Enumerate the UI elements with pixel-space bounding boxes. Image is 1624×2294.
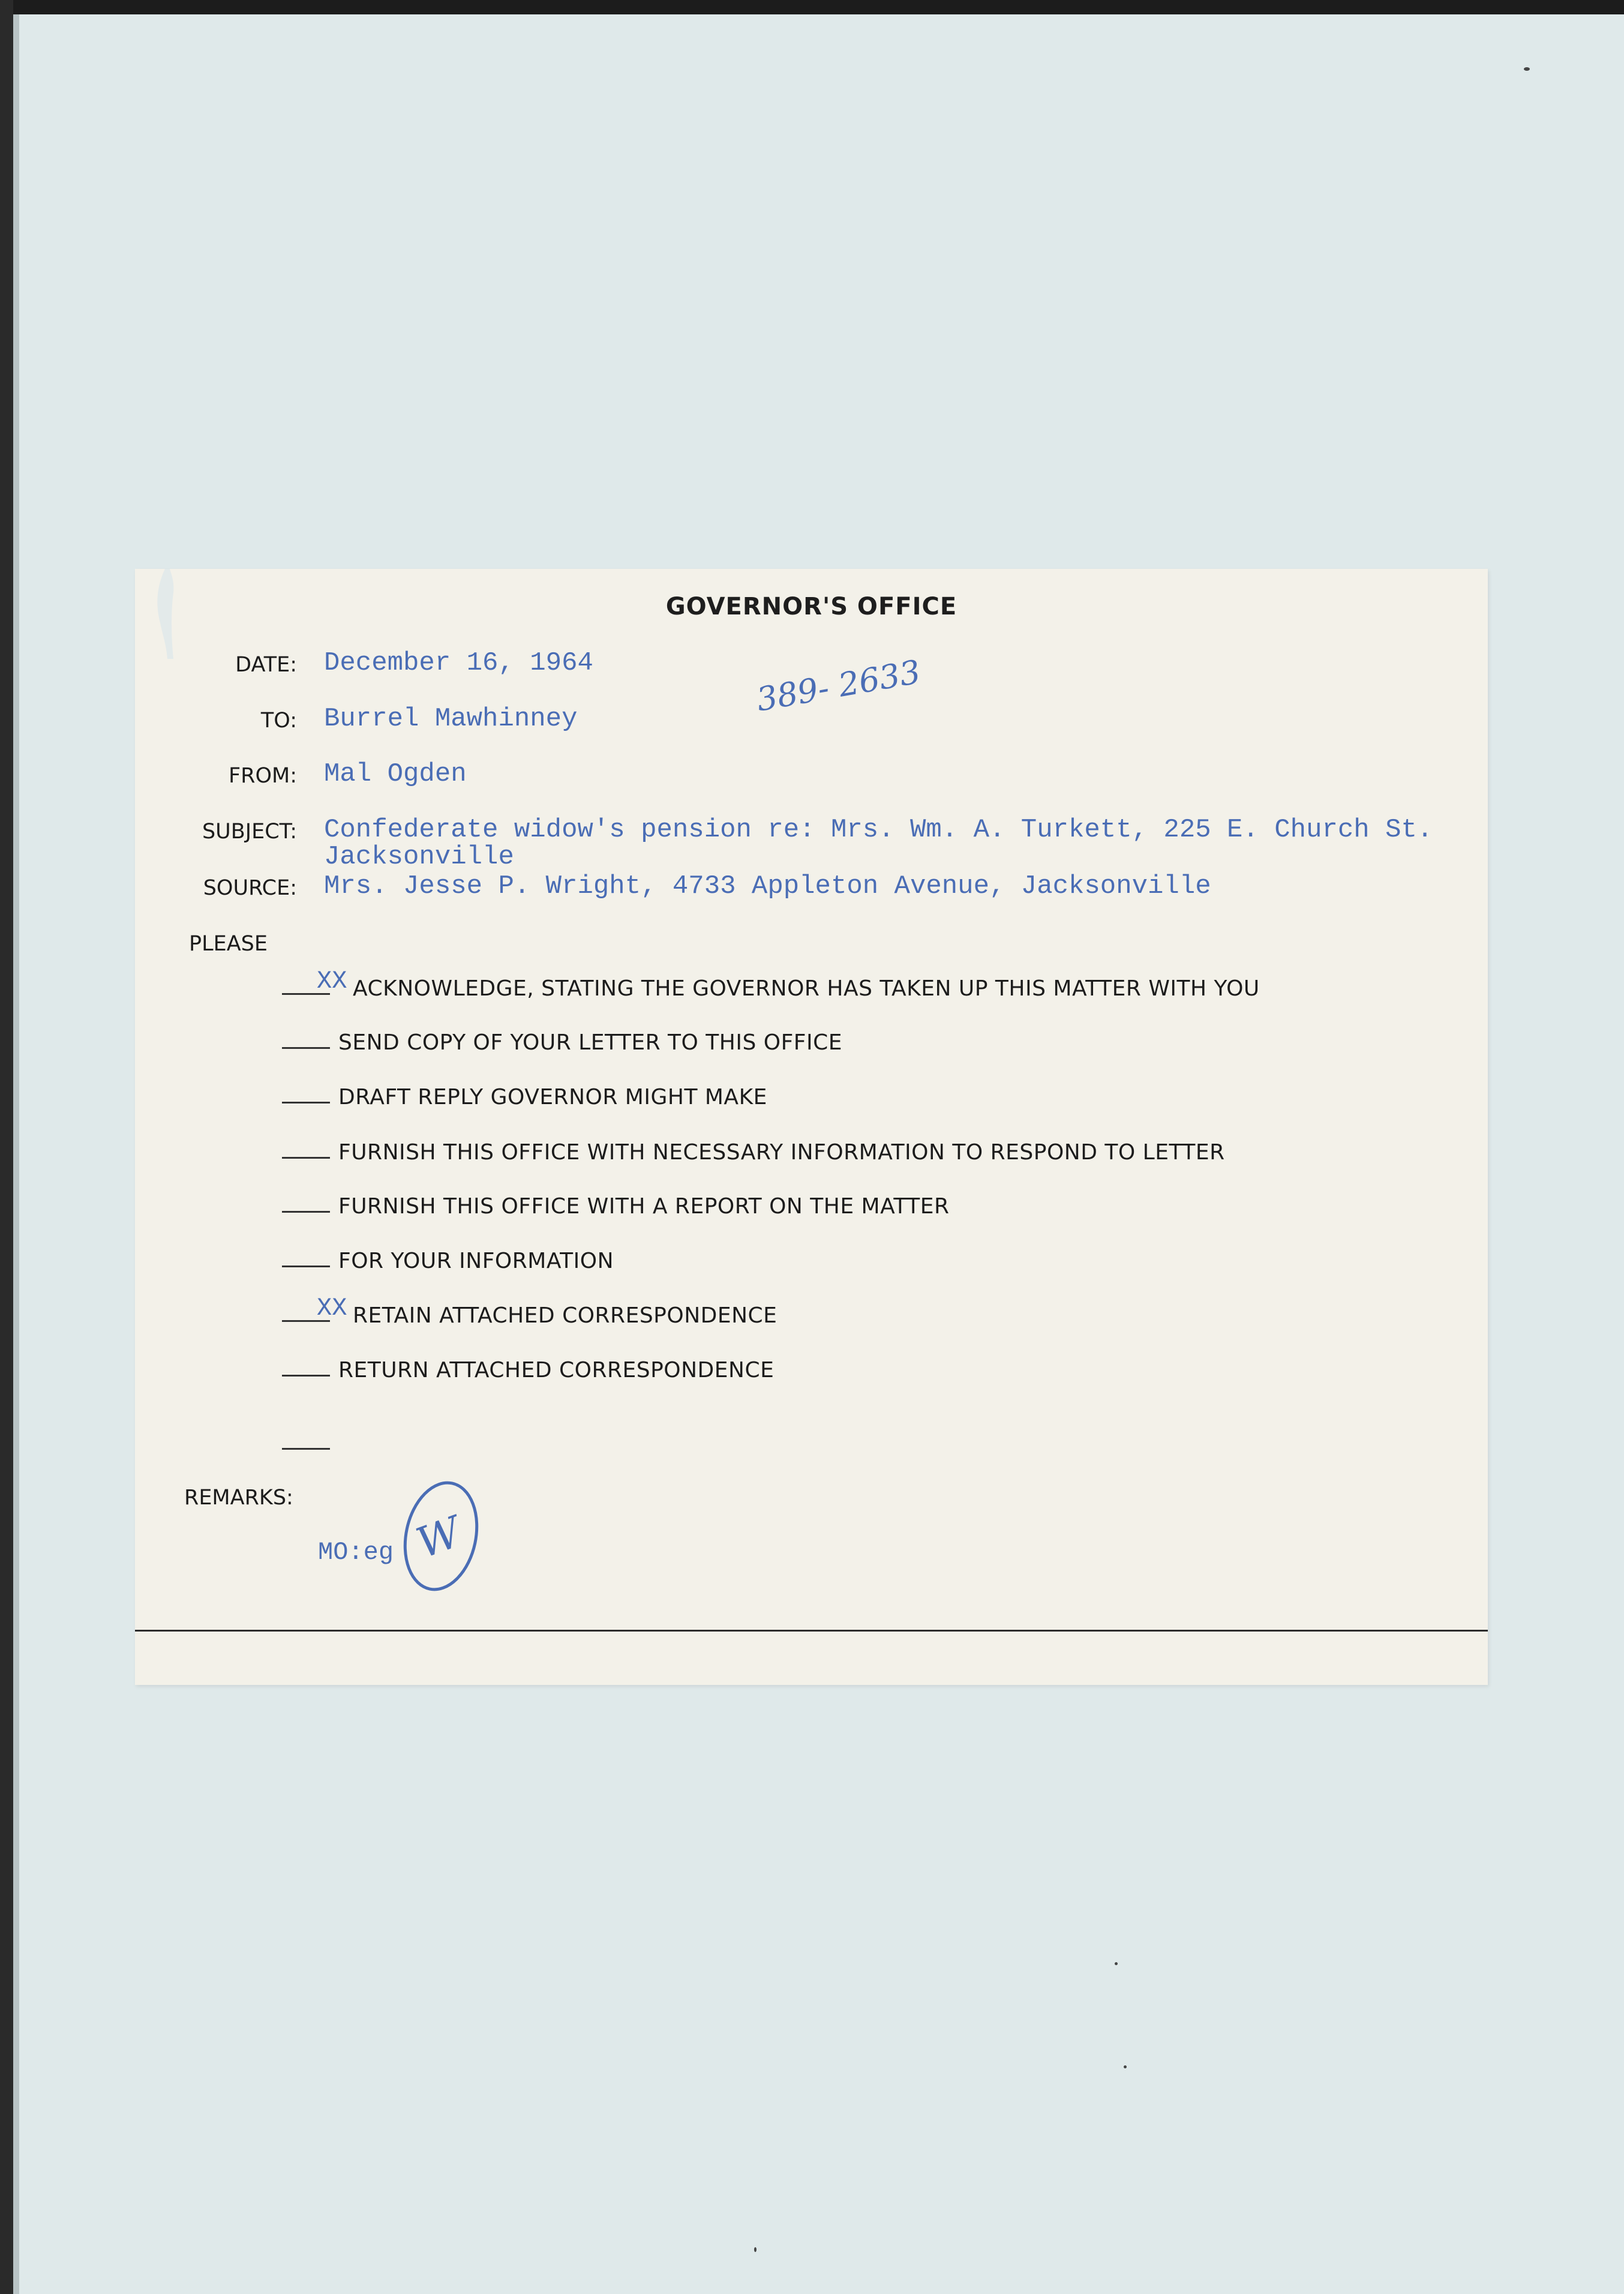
option-for-your-information bbox=[282, 1243, 614, 1273]
option-draft-reply bbox=[282, 1079, 767, 1109]
option-blank bbox=[282, 1047, 330, 1049]
subject-label: SUBJECT: bbox=[202, 820, 297, 844]
circled-initials-stamp bbox=[399, 1476, 483, 1596]
source-label: SOURCE: bbox=[203, 876, 297, 900]
memo-title: GOVERNOR'S OFFICE bbox=[665, 593, 957, 620]
scanner-top-edge bbox=[0, 0, 1624, 14]
option-text: RETAIN ATTACHED CORRESPONDENCE bbox=[353, 1303, 778, 1328]
bottom-rule bbox=[135, 1630, 1488, 1632]
stamp-initials-text: W bbox=[410, 1507, 468, 1569]
option-check-mark: XX bbox=[317, 967, 347, 995]
please-label: PLEASE bbox=[189, 932, 268, 956]
option-send-copy bbox=[282, 1025, 842, 1055]
option-text: FURNISH THIS OFFICE WITH A REPORT ON THE MATTER bbox=[338, 1194, 950, 1219]
from-label: FROM: bbox=[229, 764, 297, 788]
option-blank bbox=[282, 1102, 330, 1103]
option-furnish-report bbox=[282, 1189, 950, 1219]
option-blank bbox=[282, 1294, 347, 1323]
option-text: RETURN ATTACHED CORRESPONDENCE bbox=[338, 1358, 775, 1383]
option-acknowledge bbox=[282, 967, 1260, 1001]
to-value: Burrel Mawhinney bbox=[324, 704, 578, 734]
speck bbox=[1124, 2065, 1127, 2068]
option-text: FURNISH THIS OFFICE WITH NECESSARY INFORMATION TO RESPOND TO LETTER bbox=[338, 1140, 1225, 1165]
to-label: TO: bbox=[260, 709, 297, 733]
scanner-left-shadow bbox=[13, 14, 19, 2294]
date-label: DATE: bbox=[235, 653, 297, 677]
option-text: ACKNOWLEDGE, STATING THE GOVERNOR HAS TAKEN UP THIS MATTER WITH YOU bbox=[353, 976, 1260, 1001]
remarks-label: REMARKS: bbox=[184, 1486, 293, 1510]
speck bbox=[1115, 1962, 1118, 1965]
option-blank bbox=[282, 1211, 330, 1213]
option-check-mark: XX bbox=[317, 1294, 347, 1323]
source-value: Mrs. Jesse P. Wright, 4733 Appleton Avenue, Jacksonville bbox=[324, 871, 1211, 901]
option-blank bbox=[282, 1266, 330, 1267]
typist-initials: MO:eg bbox=[318, 1538, 394, 1567]
option-text: FOR YOUR INFORMATION bbox=[338, 1249, 614, 1273]
scanner-left-edge bbox=[0, 0, 13, 2294]
option-blank bbox=[282, 1157, 330, 1159]
option-blank bbox=[282, 1375, 330, 1377]
speck bbox=[754, 2247, 757, 2252]
option-text: DRAFT REPLY GOVERNOR MIGHT MAKE bbox=[338, 1085, 767, 1109]
handwritten-number-text: 389- 2633 bbox=[754, 652, 923, 719]
handwritten-number bbox=[753, 644, 993, 722]
option-furnish-information bbox=[282, 1135, 1225, 1165]
option-blank-empty bbox=[282, 1448, 330, 1450]
option-text: SEND COPY OF YOUR LETTER TO THIS OFFICE bbox=[338, 1030, 843, 1055]
subject-value-line1: Confederate widow's pension re: Mrs. Wm. A. Turkett, 225 E. Church St. bbox=[324, 815, 1433, 845]
subject-value-line2: Jacksonville bbox=[324, 842, 514, 872]
option-blank bbox=[282, 967, 347, 995]
date-value: December 16, 1964 bbox=[324, 648, 593, 678]
speck bbox=[1524, 67, 1530, 71]
memo-slip bbox=[135, 569, 1488, 1685]
option-retain-correspondence bbox=[282, 1294, 778, 1328]
option-return-correspondence bbox=[282, 1353, 774, 1383]
from-value: Mal Ogden bbox=[324, 759, 467, 789]
